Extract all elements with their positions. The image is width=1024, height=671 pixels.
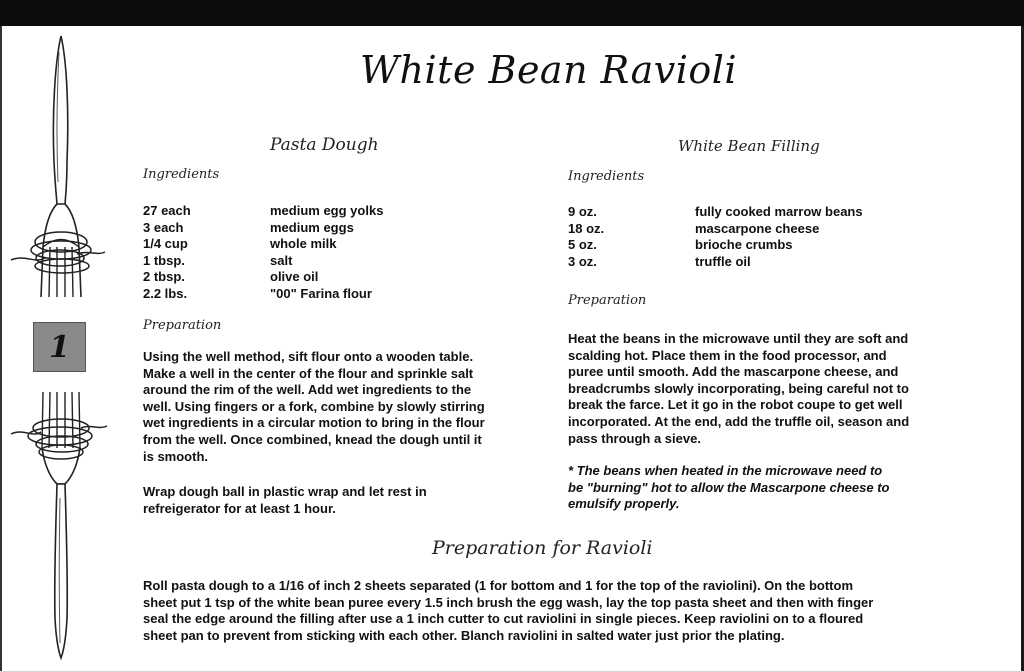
- text-line: puree until smooth. Add the mascarpone cheese, and: [568, 364, 899, 380]
- text-line: is smooth.: [143, 448, 209, 464]
- filling-note: [568, 463, 889, 513]
- text-line: Make a well in the center of the flour and sprinkle salt: [143, 365, 474, 381]
- fork-top-icon: [5, 32, 115, 302]
- list-item: [143, 253, 383, 270]
- text-line: from the well. Once combined, knead the dough until it: [143, 431, 482, 447]
- ravioli-preparation-text: [143, 578, 873, 644]
- ingredient-item: medium egg yolks: [270, 203, 384, 218]
- list-item: [568, 254, 863, 271]
- filling-ingredients-list: [568, 204, 863, 270]
- pasta-ingredients-list: [143, 203, 383, 303]
- filling-preparation-text: [568, 331, 909, 447]
- ingredient-item: truffle oil: [695, 253, 751, 269]
- text-line: emulsify properly.: [568, 496, 680, 512]
- list-item: [143, 236, 383, 253]
- text-line: breadcrumbs slowly incorporating, being careful not to: [568, 380, 909, 396]
- text-line: around the rim of the well. Add wet ingredients to the: [143, 382, 472, 398]
- text-line: refreigerator for at least 1 hour.: [143, 500, 336, 516]
- text-line: Roll pasta dough to a 1/16 of inch 2 sheets separated (1 for bottom and 1 for the top of the raviolini). On the bottom: [143, 578, 853, 593]
- top-border: [0, 0, 1024, 26]
- ingredient-item: fully cooked marrow beans: [695, 204, 863, 219]
- text-line: wet ingredients in a circular motion to bring in the flour: [143, 415, 485, 431]
- ravioli-preparation-heading: Preparation for Ravioli: [432, 537, 653, 559]
- ingredient-qty: 3 each: [143, 219, 184, 235]
- text-line: break the farce. Let it go in the robot coupe to get well: [568, 397, 903, 413]
- section-number-badge: 1: [33, 322, 86, 372]
- text-line: sheet put 1 tsp of the white bean puree every 1.5 inch brush the egg wash, lay the top pasta sheet and then with finger: [143, 594, 874, 610]
- fork-bottom-icon: [5, 388, 115, 668]
- text-line: scalding hot. Place them in the food processor, and: [568, 347, 887, 363]
- text-line: be "burning" hot to allow the Mascarpone cheese to: [568, 479, 890, 495]
- text-line: well. Using fingers or a fork, combine by slowly stirring: [143, 398, 485, 414]
- list-item: [568, 237, 863, 254]
- ingredient-item: whole milk: [270, 236, 337, 252]
- list-item: [143, 203, 383, 220]
- ingredient-item: "00" Farina flour: [270, 285, 372, 301]
- list-item: [143, 269, 383, 286]
- ingredient-qty: 2.2 lbs.: [143, 285, 188, 301]
- list-item: [568, 221, 863, 238]
- ingredient-qty: 2 tbsp.: [143, 269, 185, 285]
- text-line: * The beans when heated in the microwave need to: [568, 463, 883, 478]
- ingredient-qty: 1 tbsp.: [143, 252, 185, 268]
- pasta-preparation-text: [143, 349, 485, 465]
- text-line: pass through a sieve.: [568, 430, 701, 446]
- ingredient-item: medium eggs: [270, 219, 354, 235]
- recipe-title: White Bean Ravioli: [360, 48, 738, 92]
- filling-preparation-heading: Preparation: [568, 293, 647, 308]
- ingredient-qty: 18 oz.: [568, 220, 605, 236]
- text-line: Heat the beans in the microwave until they are soft and: [568, 331, 909, 346]
- ingredient-item: salt: [270, 252, 293, 268]
- text-line: incorporated. At the end, add the truffle oil, season and: [568, 413, 910, 429]
- ingredient-item: olive oil: [270, 269, 319, 285]
- ingredient-qty: 9 oz.: [568, 204, 597, 219]
- filling-ingredients-heading: Ingredients: [568, 169, 645, 184]
- ingredient-qty: 3 oz.: [568, 253, 597, 269]
- pasta-dough-heading: Pasta Dough: [270, 135, 379, 155]
- ingredient-qty: 27 each: [143, 203, 191, 218]
- filling-heading: White Bean Filling: [678, 137, 820, 155]
- pasta-preparation-heading: Preparation: [143, 318, 222, 333]
- ingredient-item: brioche crumbs: [695, 237, 793, 253]
- left-border: [0, 26, 2, 671]
- text-line: Using the well method, sift flour onto a wooden table.: [143, 349, 474, 364]
- pasta-ingredients-heading: Ingredients: [143, 167, 220, 182]
- ingredient-qty: 5 oz.: [568, 237, 597, 253]
- list-item: [143, 286, 383, 303]
- pasta-rest-text: [143, 484, 427, 517]
- text-line: sheet pan to prevent from sticking with each other. Blanch raviolini in salted water just prior the plating.: [143, 627, 785, 643]
- list-item: [568, 204, 863, 221]
- list-item: [143, 220, 383, 237]
- ingredient-item: mascarpone cheese: [695, 220, 820, 236]
- ingredient-qty: 1/4 cup: [143, 236, 188, 252]
- text-line: Wrap dough ball in plastic wrap and let rest in: [143, 484, 427, 499]
- text-line: seal the edge around the filling after use a 1 inch cutter to cut raviolini in single pieces. Keep raviolini on to a floured: [143, 611, 864, 627]
